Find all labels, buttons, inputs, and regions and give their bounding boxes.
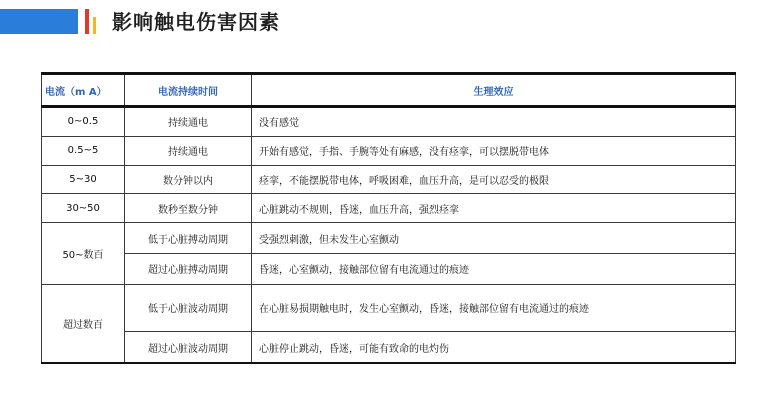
- cell-duration: 低于心脏搏动周期: [125, 223, 252, 254]
- cell-current: 超过数百: [42, 284, 125, 363]
- table-row: [42, 165, 736, 194]
- table-row: [42, 223, 736, 254]
- cell-duration: 持续通电: [125, 136, 252, 165]
- cell-current: 0~0.5: [42, 107, 125, 137]
- cell-current: 5~30: [42, 165, 125, 194]
- header-current: 电流（m A）: [42, 74, 125, 107]
- title-bar: [0, 9, 760, 34]
- cell-duration: 数分钟以内: [125, 165, 252, 194]
- cell-effect: 心脏跳动不规则，昏迷，血压升高，强烈痉挛: [252, 194, 736, 223]
- title-accent-red-stripe: [85, 9, 89, 34]
- cell-current: 50~数百: [42, 223, 125, 285]
- cell-duration: 数秒至数分钟: [125, 194, 252, 223]
- cell-effect: 没有感觉: [252, 107, 736, 137]
- cell-effect: 受强烈刺激，但未发生心室颤动: [252, 223, 736, 254]
- cell-duration: 超过心脏搏动周期: [125, 253, 252, 284]
- table-header-row: [42, 74, 736, 107]
- cell-effect: 开始有感觉，手指、手腕等处有麻感，没有痉挛，可以摆脱带电体: [252, 136, 736, 165]
- table-row: [42, 194, 736, 223]
- cell-effect: 在心脏易损期触电时，发生心室颤动，昏迷，接触部位留有电流通过的痕迹: [252, 284, 736, 331]
- cell-duration: 持续通电: [125, 107, 252, 137]
- table-row: [42, 332, 736, 363]
- cell-duration: 超过心脏波动周期: [125, 332, 252, 363]
- title-accent-blue-block: [0, 9, 78, 34]
- cell-effect: 心脏停止跳动，昏迷，可能有致命的电灼伤: [252, 332, 736, 363]
- table-row: [42, 107, 736, 137]
- table-row: [42, 136, 736, 165]
- cell-current: 0.5~5: [42, 136, 125, 165]
- page-title: 影响触电伤害因素: [112, 10, 280, 34]
- table-row: [42, 253, 736, 284]
- electric-shock-table: [41, 72, 736, 364]
- header-effect: 生理效应: [252, 74, 736, 107]
- table-row: [42, 284, 736, 331]
- cell-effect: 痉挛，不能摆脱带电体，呼吸困难，血压升高，是可以忍受的极限: [252, 165, 736, 194]
- cell-effect: 昏迷，心室颤动，接触部位留有电流通过的痕迹: [252, 253, 736, 284]
- header-duration: 电流持续时间: [125, 74, 252, 107]
- title-accent-yellow-stripe: [93, 17, 96, 34]
- cell-current: 30~50: [42, 194, 125, 223]
- cell-duration: 低于心脏波动周期: [125, 284, 252, 331]
